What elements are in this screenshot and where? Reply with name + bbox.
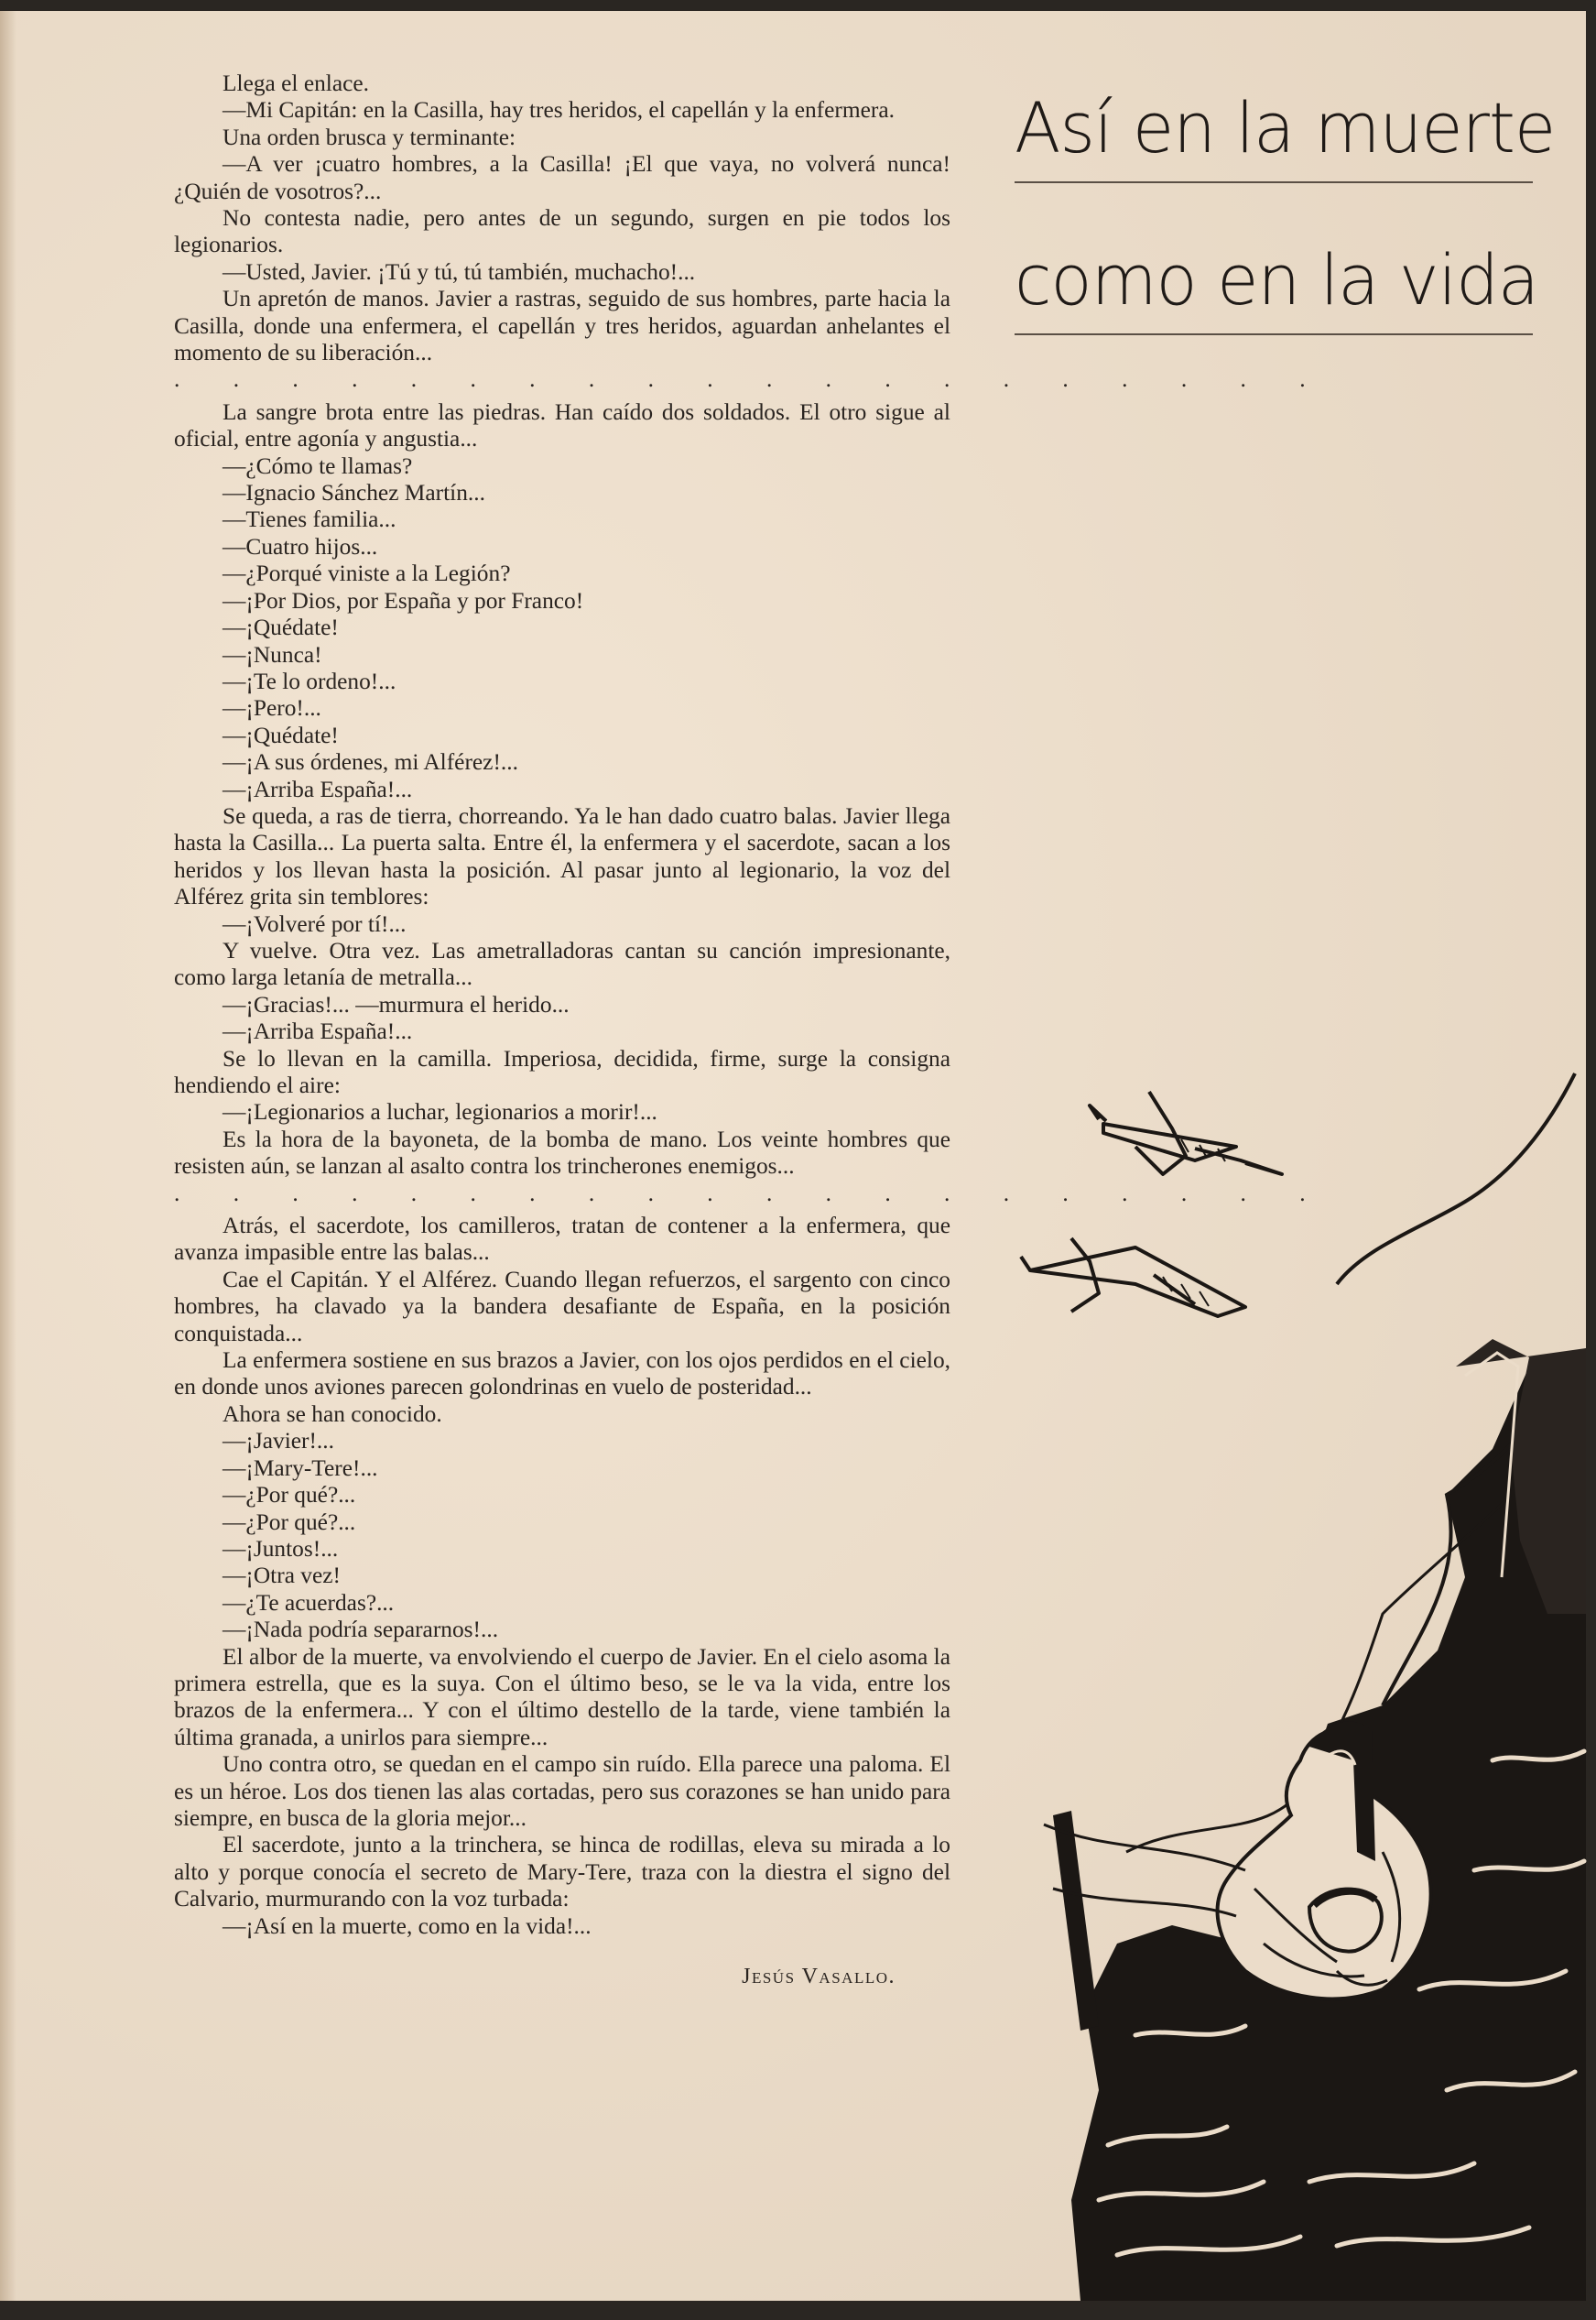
paragraph: La sangre brota entre las piedras. Han caído dos soldados. El otro sigue al oficial, entre agonía y angustia... [174, 398, 950, 452]
magazine-page [0, 11, 1586, 2301]
paragraph: —¡Te lo ordeno!... [223, 668, 396, 694]
paragraph: Se queda, a ras de tierra, chorreando. Ya le han dado cuatro balas. Javier llega hasta la Casilla... La puerta salta. Entre él, la enfermera y el sacerdote, sacan a los heridos y los llevan hasta la posición. Al pasar junto al legionario, la voz del Alférez grita sin temblores: [174, 802, 950, 910]
page-edge-shadow [0, 11, 16, 2301]
article-body [174, 71, 1330, 1990]
author-signature: Jesús Vasallo. [742, 1965, 896, 1988]
paragraph: No contesta nadie, pero antes de un segundo, surgen en pie todos los legionarios. [174, 205, 950, 258]
paragraph: —¡Mary-Tere!... [223, 1454, 378, 1481]
paragraph: Uno contra otro, se quedan en el campo sin ruído. Ella parece una paloma. El es un héroe. Los dos tienen las alas cortadas, pero sus corazones se han unido para siempre, en busca de la gloria mejor... [174, 1751, 950, 1831]
paragraph: —Tienes familia... [223, 506, 396, 533]
paragraph: —¡Javier!... [223, 1428, 334, 1454]
paragraph: La enfermera sostiene en sus brazos a Javier, con los ojos perdidos en el cielo, en donde unos aviones parecen golondrinas en vuelo de posteridad... [174, 1347, 950, 1400]
paragraph: El albor de la muerte, va envolviendo el cuerpo de Javier. En el cielo asoma la primera estrella, que es la suya. Con el último beso, se le va la vida, entre los brazos de la enfermera... Y con el último destello de la tarde, viene también la última granada, a unirlos para siempre... [174, 1643, 950, 1750]
title-rule-1 [1015, 181, 1533, 183]
paragraph: —¿Cómo te llamas? [223, 452, 413, 479]
title-line-1: Así en la muerte [1015, 87, 1556, 169]
paragraph: —¿Por qué?... [223, 1482, 356, 1509]
paragraph: —Cuatro hijos... [223, 533, 378, 560]
paragraph: —¿Porqué viniste a la Legión? [223, 561, 511, 587]
article-title [1015, 82, 1556, 387]
paragraph: Se lo llevan en la camilla. Imperiosa, decidida, firme, surge la consigna hendiendo el aire: [174, 1045, 950, 1099]
paragraph: —¡Arriba España!... [223, 776, 413, 802]
paragraph: —Usted, Javier. ¡Tú y tú, tú también, muchacho!... [223, 258, 696, 285]
paragraph: Un apretón de manos. Javier a rastras, seguido de sus hombres, parte hacia la Casilla, donde una enfermera, el capellán y tres heridos, aguardan anhelantes el momento de su liberación... [174, 286, 950, 366]
paragraph: —¡Volveré por tí!... [223, 910, 407, 937]
paragraph: —Ignacio Sánchez Martín... [223, 480, 485, 506]
paragraph: —¡Nada podría separarnos!... [223, 1617, 499, 1643]
paragraph: Cae el Capitán. Y el Alférez. Cuando llegan refuerzos, el sargento con cinco hombres, ha clavado ya la bandera desafiante de España, en la posición conquistada... [174, 1266, 950, 1346]
paragraph: —¡Así en la muerte, como en la vida!... [223, 1912, 592, 1939]
section-break-dots: . . . . . . . . . . . . . . . . . . . . [174, 1180, 1330, 1206]
paragraph: —¡Legionarios a luchar, legionarios a morir!... [223, 1099, 657, 1126]
title-rule-2 [1015, 333, 1533, 335]
paragraph: —¿Por qué?... [223, 1509, 356, 1535]
paragraph: —¿Te acuerdas?... [223, 1589, 395, 1616]
paragraph: Atrás, el sacerdote, los camilleros, tratan de contener a la enfermera, que avanza impasible entre las balas... [174, 1213, 950, 1266]
section-break-dots: . . . . . . . . . . . . . . . . . . . . [174, 366, 1330, 393]
paragraph: Llega el enlace. [223, 71, 369, 96]
paragraph: —A ver ¡cuatro hombres, a la Casilla! ¡El que vaya, no volverá nunca! ¿Quién de vosotros?... [174, 151, 950, 204]
paragraph: Es la hora de la bayoneta, de la bomba de mano. Los veinte hombres que resisten aún, se lanzan al asalto contra los trincherones enemigos... [174, 1126, 950, 1180]
paragraph: Y vuelve. Otra vez. Las ametralladoras cantan su canción impresionante, como larga letanía de metralla... [174, 937, 950, 991]
title-line-2: como en la vida [1015, 239, 1539, 321]
paragraph: —¡Juntos!... [223, 1535, 339, 1562]
paragraph: —¡A sus órdenes, mi Alférez!... [223, 749, 518, 776]
paragraph: —¡Arriba España!... [223, 1018, 413, 1045]
paragraph: —¡Otra vez! [223, 1563, 341, 1589]
paragraph: —Mi Capitán: en la Casilla, hay tres heridos, el capellán y la enfermera. [223, 97, 895, 124]
paragraph: —¡Gracias!... —murmura el herido... [223, 991, 570, 1018]
paragraph: —¡Quédate! [223, 722, 339, 748]
paragraph: Ahora se han conocido. [223, 1400, 442, 1427]
paragraph: —¡Pero!... [223, 695, 321, 722]
paragraph: —¡Quédate! [223, 615, 339, 641]
paragraph: —¡Por Dios, por España y por Franco! [223, 587, 584, 614]
paragraph: Una orden brusca y terminante: [223, 124, 516, 150]
woodcut-nurse-soldier-airplanes-icon [1035, 1064, 1586, 2301]
paragraph: —¡Nunca! [223, 641, 322, 668]
paragraph: El sacerdote, junto a la trinchera, se hinca de rodillas, eleva su mirada a lo alto y porque conocía el secreto de Mary-Tere, traza con la diestra el signo del Calvario, murmurando con la voz turbada: [174, 1832, 950, 1912]
